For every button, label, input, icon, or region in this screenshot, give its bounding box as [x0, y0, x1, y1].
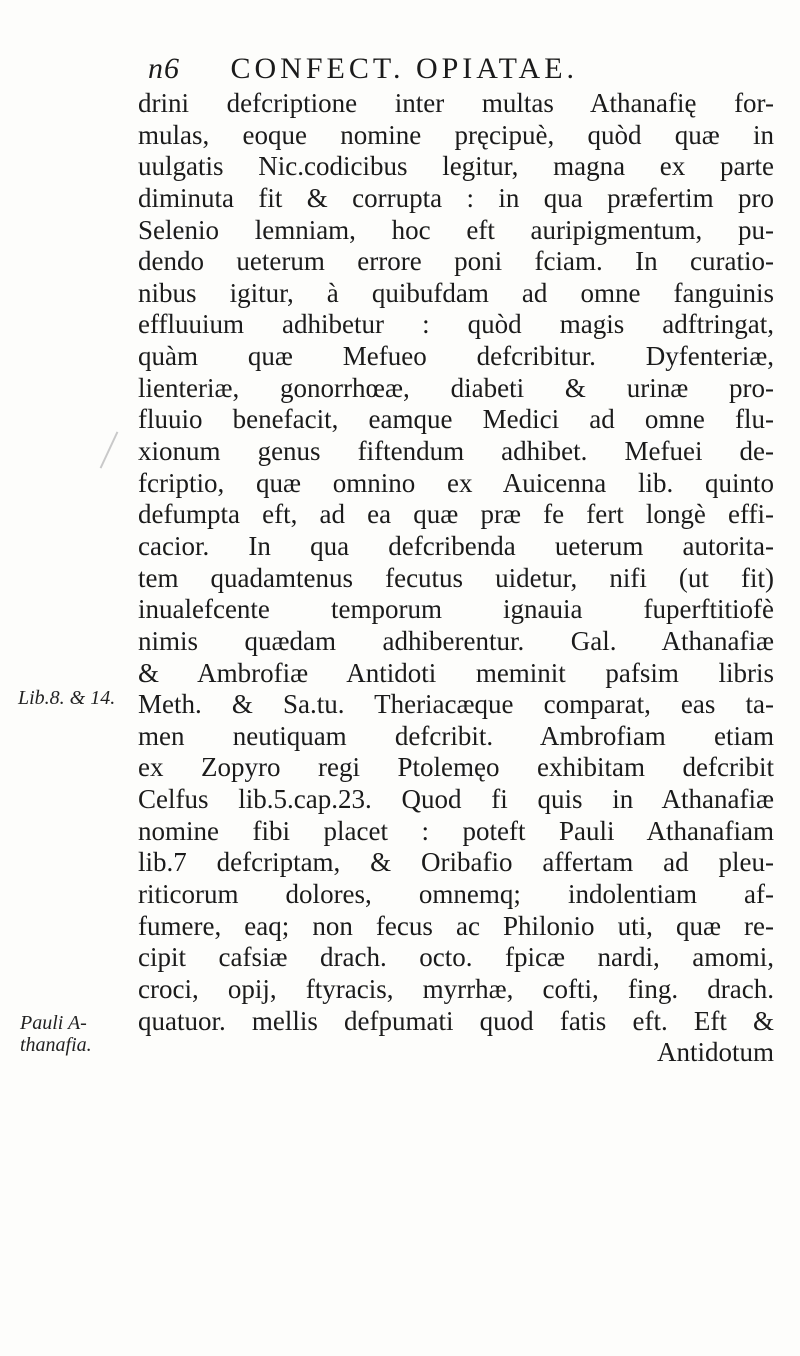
text-line: men neutiquam defcribit. Ambrofiam etiam: [138, 720, 774, 751]
margin-note-pauli-athanasia: [20, 1012, 130, 1056]
text-line: diminuta fit & corrupta : in qua præfertim pro: [138, 182, 774, 213]
text-line: nomine fibi placet : poteft Pauli Athanafiam: [138, 815, 774, 846]
text-line: cacior. In qua defcribenda ueterum autorita-: [138, 530, 774, 561]
text-line: riticorum dolores, omnemq; indolentiam af-: [138, 879, 774, 910]
text-line: tem quadamtenus fecutus uidetur, nifi (ut fit): [138, 562, 774, 593]
text-line: effluuium adhibetur : quòd magis adftringat,: [138, 309, 774, 340]
text-line: Meth. & Sa.tu. Theriacæque comparat, eas ta-: [138, 689, 774, 720]
running-title: CONFECT. OPIATAE.: [230, 52, 579, 85]
running-head: [148, 52, 768, 92]
text-line: Celfus lib.5.cap.23. Quod fi quis in Athanafiæ: [138, 784, 774, 815]
text-line: fumere, eaq; non fecus ac Philonio uti, quæ re-: [138, 910, 774, 941]
page-number: n6: [148, 52, 180, 85]
text-line: nibus igitur, à quibufdam ad omne fanguinis: [138, 277, 774, 308]
text-line: cipit cafsiæ drach. octo. fpicæ nardi, amomi,: [138, 942, 774, 973]
margin-note-reference: Lib.8. & 14.: [18, 687, 116, 709]
body-text: [138, 88, 774, 1069]
text-line: quàm quæ Mefueo defcribitur. Dyfenteriæ,: [138, 341, 774, 372]
text-line: inualefcente temporum ignauia fuperftitiofè: [138, 594, 774, 625]
text-line: fluuio benefacit, eamque Medici ad omne flu-: [138, 404, 774, 435]
text-line: lib.7 defcriptam, & Oribafio affertam ad pleu-: [138, 847, 774, 878]
text-line: croci, opij, ftyracis, myrrhæ, cofti, fing. drach.: [138, 973, 774, 1004]
catchword: Antidotum: [656, 1037, 774, 1068]
text-line: lienteriæ, gonorrhœæ, diabeti & urinæ pro-: [138, 372, 774, 403]
text-line: fcriptio, quæ omnino ex Auicenna lib. quinto: [138, 467, 774, 498]
text-line: drini defcriptione inter multas Athanafię for-: [138, 88, 774, 118]
ink-stroke-mark: [100, 431, 119, 468]
text-line: quatuor. mellis defpumati quod fatis eft. Eft &: [138, 1005, 774, 1036]
text-line: & Ambrofiæ Antidoti meminit pafsim libris: [138, 657, 774, 688]
text-line: mulas, eoque nomine pręcipuè, quòd quæ in: [138, 119, 774, 150]
text-line: uulgatis Nic.codicibus legitur, magna ex parte: [138, 151, 774, 182]
text-line: ex Zopyro regi Ptolemęo exhibitam defcribit: [138, 752, 774, 783]
margin-note-line: thanafia.: [20, 1034, 92, 1056]
text-line: Selenio lemniam, hoc eft auripigmentum, pu-: [138, 214, 774, 245]
text-line: dendo ueterum errore poni fciam. In curatio-: [138, 246, 774, 277]
margin-note-line: Pauli A-: [20, 1012, 87, 1034]
text-line: nimis quædam adhiberentur. Gal. Athanafiæ: [138, 625, 774, 656]
text-line: defumpta eft, ad ea quæ præ fe fert longè effi-: [138, 499, 774, 530]
text-line: xionum genus fiftendum adhibet. Mefuei de-: [138, 436, 774, 467]
